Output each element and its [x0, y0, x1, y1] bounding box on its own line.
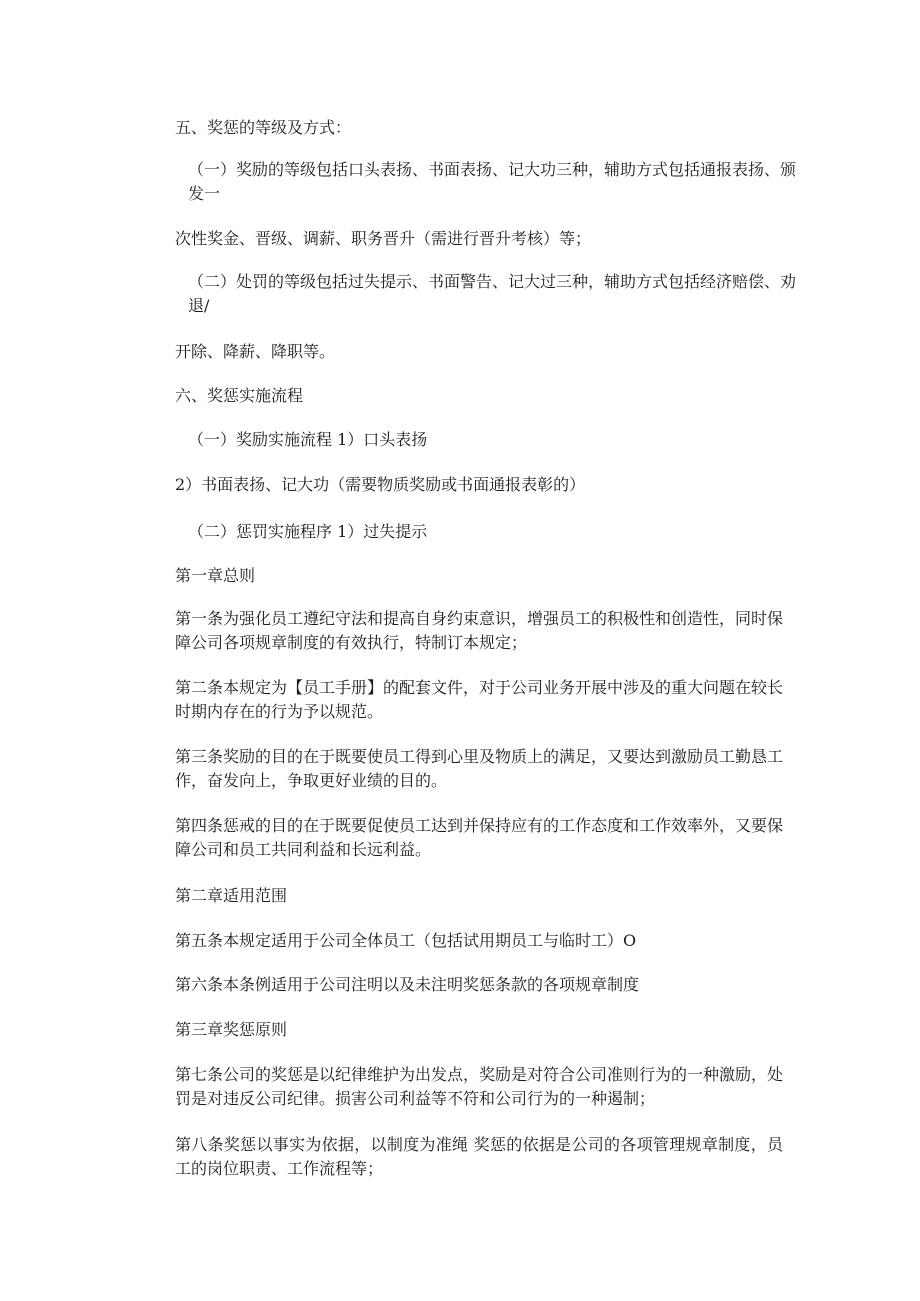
article-4: 第四条惩戒的目的在于既要促使员工达到并保持应有的工作态度和工作效率外，又要保障公司和员工共同利益和长远利益。: [175, 816, 784, 859]
article-6: 第六条本条例适用于公司注明以及未注明奖惩条款的各项规章制度: [175, 975, 640, 994]
section-heading-6: 六、奖惩实施流程: [175, 386, 304, 405]
penalty-process-item: （二）惩罚实施程序 1）过失提示: [188, 522, 428, 541]
article-2: 第二条本规定为【员工手册】的配套文件，对于公司业务开展中涉及的重大问题在较长时期内存在的行为予以规范。: [175, 678, 784, 721]
paragraph-reward-levels: （一）奖励的等级包括口头表扬、书面表扬、记大功三种，辅助方式包括通报表扬、颁发一: [188, 160, 797, 203]
reward-process-item-2: 2）书面表扬、记大功（需要物质奖励或书面通报表彰的）: [175, 475, 586, 494]
article-5: 第五条本规定适用于公司全体员工（包括试用期员工与临时工）O: [175, 931, 637, 950]
paragraph-penalty-levels-cont: 开除、降薪、降职等。: [175, 342, 336, 361]
article-3: 第三条奖励的目的在于既要使员工得到心里及物质上的满足，又要达到激励员工勤恳工作，奋发向上，争取更好业绩的目的。: [175, 747, 784, 790]
paragraph-reward-levels-cont: 次性奖金、晋级、调薪、职务晋升（需进行晋升考核）等；: [175, 229, 592, 248]
reward-process-item: （一）奖励实施流程 1）口头表扬: [188, 430, 428, 449]
section-heading-5: 五、奖惩的等级及方式：: [175, 118, 352, 137]
article-8: 第八条奖惩以事实为依据，以制度为准绳 奖惩的依据是公司的各项管理规章制度，员工的岗位职责、工作流程等；: [175, 1135, 783, 1178]
chapter-heading-1: 第一章总则: [175, 566, 256, 585]
chapter-heading-2: 第二章适用范围: [175, 886, 288, 905]
article-1: 第一条为强化员工遵纪守法和提高自身约束意识，增强员工的积极性和创造性，同时保障公司各项规章制度的有效执行，特制订本规定；: [175, 609, 784, 652]
paragraph-penalty-levels: （二）处罚的等级包括过失提示、书面警告、记大过三种，辅助方式包括经济赔偿、劝退/: [188, 272, 797, 315]
article-7: 第七条公司的奖惩是以纪律维护为出发点，奖励是对符合公司准则行为的一种激励，处罚是对违反公司纪律。损害公司利益等不符和公司行为的一种遏制；: [175, 1065, 784, 1108]
chapter-heading-3: 第三章奖惩原则: [175, 1020, 288, 1039]
